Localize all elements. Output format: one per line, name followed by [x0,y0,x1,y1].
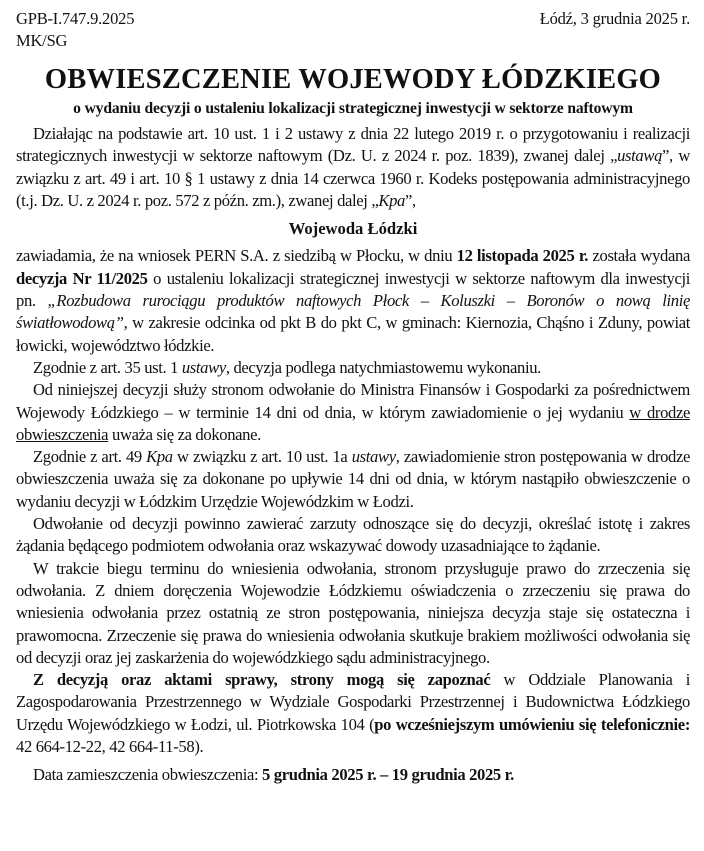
italic-text: Kpa [378,190,405,210]
text-segment: Odwołanie od decyzji powinno zawierać zarzuty odnoszące się do decyzji, określać istotę i zakres żądania będącego podmiotem odwołania oraz wskazywać dowody uzasadniające to żądanie. [16,514,690,556]
paragraph-waiver [16,558,690,669]
text-segment: , w zakresie odcinka od pkt B do pkt C, w gminach: Kiernozia, Chąśno i Zduny, powiat łowicki, województwo łódzkie. [16,313,690,355]
italic-text: Kpa [146,447,173,467]
document-subtitle: o wydaniu decyzji o ustaleniu lokalizacji strategicznej inwestycji w sektorze naftowym [73,100,633,117]
text-segment: W trakcie biegu terminu do wniesienia odwołania, stronom przysługuje prawo do zrzeczenia się odwołania. Z dniem doręczenia Wojewodzie Łódzkiemu oświadczenia o zrzeczeniu się prawa do wniesienia odwołania przez ostatnią ze stron postępowania, niniejsza decyzja staje się ostateczna i prawomocna. Zrzeczenie się prawa do wniesienia odwołania skutkuje brakiem możliwości odwołania się od decyzji oraz jej zaskarżenia do wojewódzkiego sądu administracyjnego. [16,558,690,667]
document-title: OBWIESZCZENIE WOJEWODY ŁÓDZKIEGO [44,64,662,95]
place-and-date: Łódź, 3 grudnia 2025 r. [539,9,690,28]
text-segment: Działając na podstawie art. 10 ust. 1 i 2 ustawy z dnia 22 lutego 2019 r. o przygotowaniu i realizacji strategicznych inwestycji w sektorze naftowym (Dz. U. z 2024 r. poz. 1839), zwanej dalej „ [16,124,690,166]
author-initials: MK/SG [16,31,68,50]
italic-text: ustawą [617,146,663,166]
text-segment: , decyzja podlega natychmiastowemu wykonaniu. [225,357,541,377]
text-segment: w Oddziale Planowania i Zagospodarowania Przestrzennego w Wydziale Gospodarki Przestrzennej i Budownictwa Łódzkiego Urzędu Wojewódzkiego w Łodzi, ul. Piotrkowska 104 ( [16,670,690,734]
document-body [16,123,690,787]
text-segment: 42 664-12-22, 42 664-11-58). [16,737,204,757]
text-segment: w związku z art. 10 ust. 1a [172,447,352,467]
paragraph-case-files [16,669,690,758]
text-segment: ”, [405,190,416,210]
paragraph-notice-effect [16,446,690,513]
italic-text: „Rozbudowa rurociągu produktów naftowych Płock – Koluszki – Boronów o nową linię światłowodową” [16,291,690,333]
text-segment: została wydana [588,246,690,266]
bold-text: Z decyzją oraz aktami sprawy, strony mogą się zapoznać [33,670,491,690]
text-segment: o ustaleniu lokalizacji strategicznej inwestycji w sektorze naftowym dla inwestycji pn. [16,268,690,311]
reference-number: GPB-I.747.9.2025 [16,9,135,28]
bold-text: 12 listopada 2025 r. [456,246,589,266]
authority-heading: Wojewoda Łódzki [288,219,418,239]
bold-text: po wcześniejszym umówieniu się telefonicznie: [374,714,691,734]
bold-text: decyzja Nr 11/2025 [16,268,148,288]
text-segment: Data zamieszczenia obwieszczenia: [33,765,263,785]
text-segment: Zgodnie z art. 49 [33,447,147,467]
paragraph-notification [16,245,690,356]
italic-text: ustawy [181,357,226,377]
document-header [16,0,690,58]
text-segment: , zawiadomienie stron postępowania w drodze obwieszczenia uważa się za dokonane po upływie 14 dni od dnia, w którym nastąpiło obwieszczenie o wydaniu decyzji w Łódzkim Urzędzie Wojewódzkim w Łodzi. [16,447,690,511]
paragraph-immediate-execution [16,357,690,379]
text-segment: Zgodnie z art. 35 ust. 1 [33,357,182,377]
signature-block [16,8,134,52]
paragraph-publication-date [16,764,690,786]
paragraph-appeal-right [16,379,690,446]
text-segment: Od niniejszej decyzji służy stronom odwołanie do Ministra Finansów i Gospodarki za pośrednictwem Wojewody Łódzkiego – w terminie 14 dni od dnia, w którym zawiadomienie o jej wydaniu [16,380,690,422]
italic-text: ustawy [351,447,396,467]
text-segment: ”, w związku z art. 49 i art. 10 § 1 ustawy z dnia 14 czerwca 1960 r. Kodeks postępowania administracyjnego (t.j. Dz. U. z 2024 r. poz. 572 z późn. zm.), zwanej dalej „ [16,146,690,210]
paragraph-legal-basis [16,123,690,212]
text-segment: zawiadamia, że na wniosek PERN S.A. z siedzibą w Płocku, w dniu [16,246,457,266]
bold-text: 5 grudnia 2025 r. – 19 grudnia 2025 r. [262,765,514,785]
paragraph-appeal-content [16,513,690,558]
text-segment: uważa się za dokonane. [108,424,261,444]
underlined-text: w drodze obwieszczenia [16,402,690,444]
